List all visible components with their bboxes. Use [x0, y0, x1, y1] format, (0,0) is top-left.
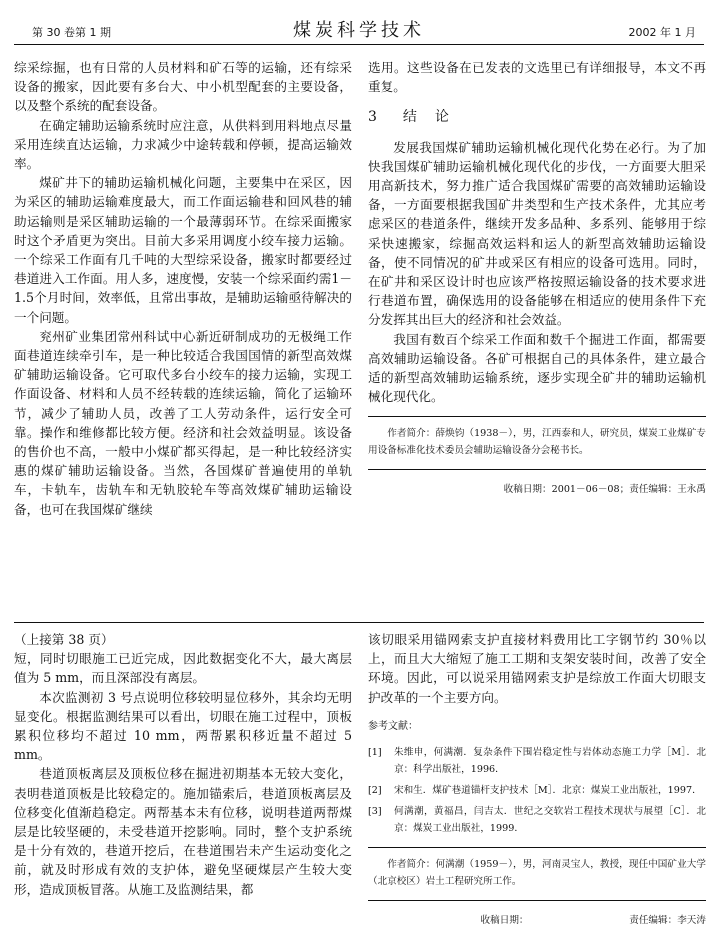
paragraph: 该切眼采用锚网索支护直接材料费用比工字钢节约 30％以上，而且大大缩短了施工工期和支架安装时间，改善了安全环境。因此，可以说采用锚网索支护是综放工作面大切眼支护改革的一个主要方向。 — [368, 632, 706, 705]
article-top-right-column — [368, 58, 706, 500]
article-bottom-left-column — [14, 630, 352, 899]
received-date-editor: 收稿日期：2001－06－08；责任编辑：王永禹 — [503, 484, 706, 496]
paragraph: 本次监测初 3 号点说明位移较明显位移外，其余均无明显变化。根据监测结果可以看出，切眼在施工过程中，顶板累积位移均不超过 10 mm，两帮累积移近量不超过 5 mm。 — [14, 689, 352, 763]
paragraph: 巷道顶板离层及顶板位移在掘进初期基本无较大变化，表明巷道顶板是比较稳定的。施加锚索后，巷道顶板离层及位移变化值渐趋稳定。两帮基本未有位移，说明巷道两帮煤层是比较坚硬的，未受巷道开挖影响。同时，整个支护系统是十分有效的，巷道开挖后，在巷道围岩未产生运动变化之前，就及时形成有效的支护体，避免坚硬煤层产生较大变形，造成顶板冒落。从施工及监测结果，都 — [14, 766, 352, 897]
issue-date: 2002 年 1 月 — [628, 26, 696, 39]
reference-text: 朱维申，何满潮．复杂条件下围岩稳定性与岩体动态施工力学［M］．北京：科学出版社，1996． — [394, 747, 706, 776]
article-top-left-column — [14, 58, 352, 519]
page-header — [14, 16, 704, 42]
paragraph: 发展我国煤矿辅助运输机械化现代化势在必行。为了加快我国煤矿辅助运输机械化现代化的步伐，一方面要大胆采用高新技术，努力推广适合我国煤矿需要的高效辅助运输设备，一方面要根据我国矿井类型和生产技术条件，尤其应考虑采区的巷道条件，继续开发多品种、多系列、能够用于综采快速搬家，综掘高效运料和运人的新型高效辅助运输设备，使不同情况的矿井或采区有相应的设备可选用。同时，在矿井和采区设计时也应该严格按照运输设备的技术要求进行巷道布置，确保选用的设备能够在相适应的使用条件下充分发挥其出巨大的经济和社会效益。 — [368, 139, 706, 328]
article-bottom-right-column — [368, 630, 706, 930]
reference-text: 宋和生．煤矿巷道锚杆支护技术［M］．北京：煤炭工业出版社，1997． — [394, 785, 702, 797]
paragraph: 短，同时切眼施工已近完成，因此数据变化不大，最大离层值为 5 mm，而且深部没有离层。 — [14, 651, 352, 686]
journal-title: 煤炭科学技术 — [293, 20, 425, 41]
paragraph: 我国有数百个综采工作面和数千个掘进工作面，都需要高效辅助运输设备。各矿可根据自己的具体条件，建立最合适的新型高效辅助运输系统，逐步实现全矿井的辅助运输机械化现代化。 — [368, 331, 706, 405]
header-rule — [14, 44, 704, 45]
note-rule — [368, 847, 706, 848]
reference-number: [3] — [368, 806, 382, 818]
continued-from: （上接第 38 页） — [14, 632, 114, 647]
author-note: 作者简介：薛焕钧（1938－），男，江西泰和人，研究员，煤炭工业煤矿专用设备标准化技术委员会辅助运输设备分会秘书长。 — [368, 428, 706, 457]
author-note: 作者简介：何满潮（1959－），男，河南灵宝人，教授，现任中国矿业大学（北京校区）岩土工程研究所工作。 — [368, 859, 706, 888]
reference-number: [1] — [368, 747, 382, 759]
article-separator — [14, 622, 704, 623]
section-title: 结 论 — [402, 109, 451, 126]
reference-item — [368, 803, 706, 837]
received-date-editor: 收稿日期： 责任编辑：李天涛 — [480, 915, 706, 927]
paragraph: 选用。这些设备在已发表的文选里已有详细报导，本文不再重复。 — [368, 60, 706, 95]
note-rule — [368, 900, 706, 901]
paragraph: 在确定辅助运输系统时应注意，从供料到用料地点尽量采用连续直达运输，力求减少中途转载和停顿，提高运输效率。 — [14, 117, 352, 172]
paragraph: 兖州矿业集团常州科试中心新近研制成功的无极绳工作面巷道连续牵引车，是一种比较适合我国国情的新型高效煤矿辅助运输设备。它可取代多台小绞车的接力运输，实现工作面设备、材料和人员不经转载的连续运输，简化了运输环节，减少了辅助人员，改善了工人劳动条件，运行安全可靠。操作和维修都比较方便。经济和社会效益明显。该设备的售价也不高，一般中小煤矿都买得起，是一种比较经济实惠的煤矿辅助运输设备。当然，各国煤矿普遍使用的单轨车，卡轨车，齿轨车和无轨胶轮车等高效煤矿辅助运输设备，也可在我国煤矿继续 — [14, 328, 352, 517]
reference-item — [368, 782, 706, 799]
note-rule — [368, 416, 706, 417]
references-title: 参考文献： — [368, 720, 418, 732]
section-number: 3 — [368, 109, 379, 126]
section-heading — [368, 108, 706, 127]
reference-number: [2] — [368, 785, 382, 797]
journal-volume: 第 30 卷第 1 期 — [32, 26, 111, 39]
reference-item — [368, 744, 706, 778]
note-rule — [368, 469, 706, 470]
paragraph: 煤矿井下的辅助运输机械化问题，主要集中在采区，因为采区的辅助运输难度最大，而工作面运输巷和回风巷的辅助运输则是采区辅助运输的一个最薄弱环节。在综采面搬家时这个矛盾更为突出。目前大多采用调度小绞车接力运输。一个综采工作面有几千吨的大型综采设备，搬家时都要经过巷道进入工作面。用人多，速度慢，安装一个综采面约需1－1.5个月时间，效率低，且常出事故，是辅助运输亟待解决的一个问题。 — [14, 175, 352, 325]
paragraph: 综采综掘，也有日常的人员材料和矿石等的运输，还有综采设备的搬家，因此要有多台大、中小机型配套的主要设备，以及整个系统的配套设备。 — [14, 60, 352, 114]
reference-text: 何满潮，黄福昌，闫吉太．世纪之交软岩工程技术现状与展望［C］．北京：煤炭工业出版社，1999． — [394, 806, 706, 835]
